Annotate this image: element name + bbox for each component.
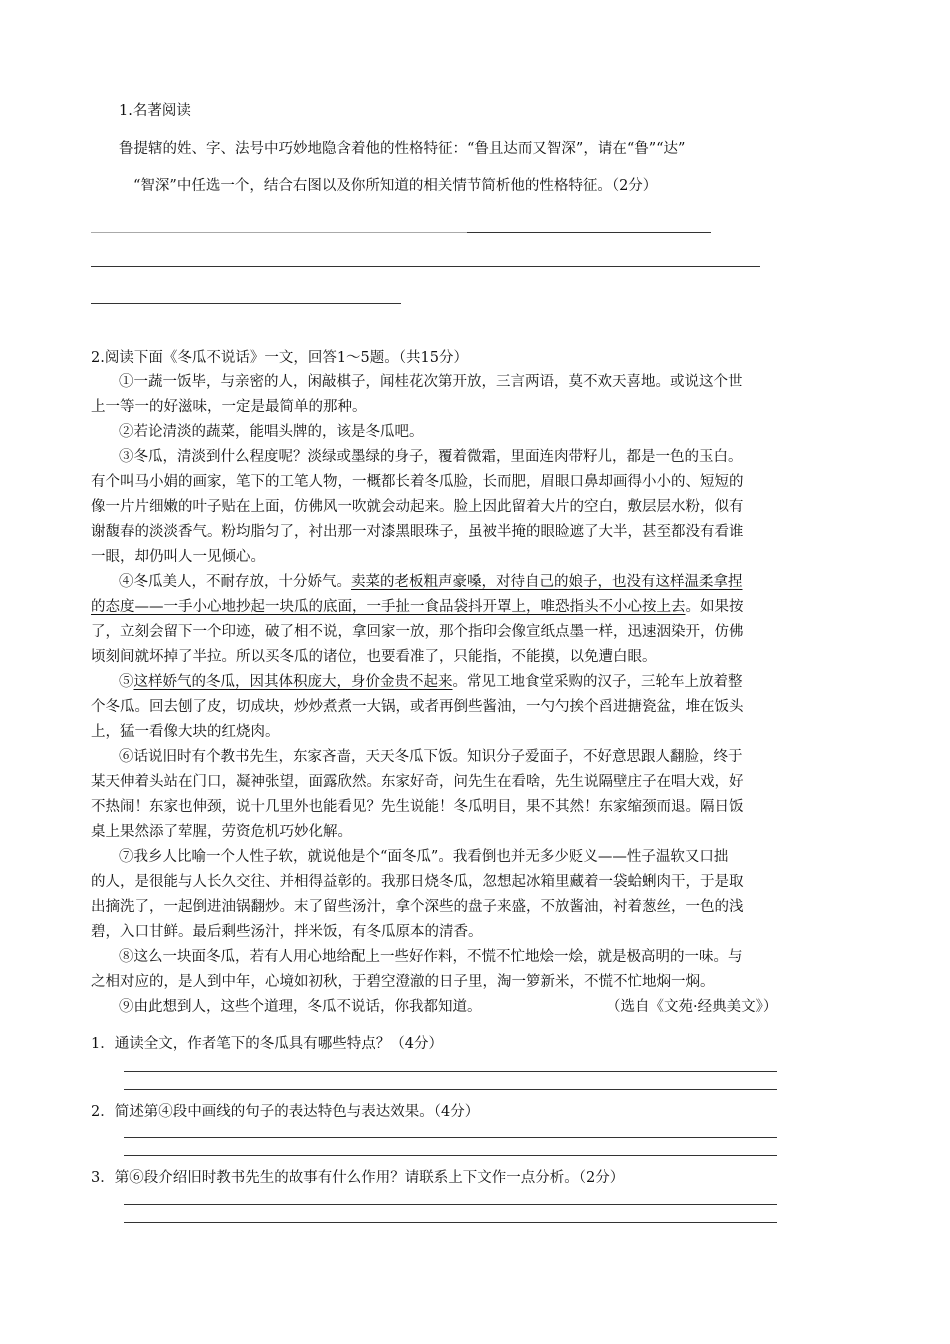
paragraph-9: ⑨由此想到人，这些个道理，冬瓜不说话，你我都知道。: [119, 999, 482, 1015]
answer-line[interactable]: [124, 1071, 777, 1072]
paragraph-3-line: 像一片片细嫩的叶子贴在上面，仿佛风一吹就会动起来。脸上因此留着大片的空白，敷层层水粉，似有: [91, 499, 744, 515]
paragraph-5-text: 。常见工地食堂采购的汉子，三轮车上放着整: [452, 674, 743, 690]
paragraph-8-line: ⑧这么一块面冬瓜，若有人用心地给配上一些好作料，不慌不忙地烩一烩，就是极高明的一味。与: [119, 949, 743, 965]
paragraph-6-line: 某天伸着头站在门口，凝神张望，面露欣然。东家好奇，问先生在看啥，先生说隔壁庄子在唱大戏，好: [91, 774, 744, 790]
paragraph-4-text: ④冬瓜美人，不耐存放，十分娇气。: [119, 574, 351, 590]
sub-question-3: 3．第⑥段介绍旧时教书先生的故事有什么作用？请联系上下文作一点分析。（2分）: [91, 1170, 625, 1186]
answer-line[interactable]: [91, 232, 467, 233]
paragraph-7-line: 出摘洗了，一起倒进油锅翻炒。末了留些汤汁，拿个深些的盘子来盛，不放酱油，衬着葱丝，一色的浅: [91, 899, 744, 915]
answer-line[interactable]: [124, 1222, 777, 1223]
answer-line[interactable]: [91, 266, 760, 267]
paragraph-5-marker: ⑤: [119, 674, 134, 690]
paragraph-3-line: ③冬瓜，清淡到什么程度呢？淡绿或墨绿的身子，覆着微霜，里面连肉带籽儿，都是一色的玉白。: [119, 449, 743, 465]
q2-heading: 2.阅读下面《冬瓜不说话》一文，回答1～5题。（共15分）: [91, 350, 468, 366]
paragraph-4-line: 了，立刻会留下一个印迹，破了相不说，拿回家一放，那个指印会像宣纸点墨一样，迅速洇染开，仿佛: [91, 624, 744, 640]
answer-line[interactable]: [124, 1204, 777, 1205]
underlined-sentence: 的态度——一手小心地抄起一块瓜的底面，一手扯一食品袋抖开罩上，唯恐指头不小心按上去: [91, 599, 686, 615]
q1-text-line-1: 鲁提辖的姓、字、法号中巧妙地隐含着他的性格特征：“鲁且达而又智深”，请在“鲁”“达”: [119, 141, 686, 157]
underlined-sentence: 卖菜的老板粗声豪嗓，对待自己的娘子，也没有这样温柔拿捏: [351, 574, 743, 590]
answer-line[interactable]: [124, 1137, 777, 1138]
paragraph-4-line: [119, 572, 743, 592]
paragraph-1-line: 上一等一的好滋味，一定是最简单的那种。: [91, 399, 367, 415]
paragraph-3-line: 一眼，却仍叫人一见倾心。: [91, 549, 265, 565]
paragraph-3-line: 谢馥春的淡淡香气。粉均脂匀了，衬出那一对漆黑眼珠子，虽被半掩的眼睑遮了大半，甚至都没有看谁: [91, 524, 744, 540]
paragraph-6-line: 桌上果然添了荤腥，劳资危机巧妙化解。: [91, 824, 352, 840]
paragraph-6-line: ⑥话说旧时有个教书先生，东家吝啬，天天冬瓜下饭。知识分子爱面子，不好意思跟人翻脸，终于: [119, 749, 743, 765]
source-note: （选自《文苑·经典美文》）: [606, 999, 778, 1015]
paragraph-5-line: 上，猛一看像大块的红烧肉。: [91, 724, 280, 740]
paragraph-7-line: ⑦我乡人比喻一个人性子软，就说他是个“面冬瓜”。我看倒也并无多少贬义——性子温软又口拙: [119, 849, 729, 865]
paragraph-4-line: 顷刻间就坏掉了半拉。所以买冬瓜的诸位，也要看准了，只能指，不能摸，以免遭白眼。: [91, 649, 657, 665]
sub-question-1: 1．通读全文，作者笔下的冬瓜具有哪些特点？（4分）: [91, 1036, 443, 1052]
q1-text-line-2: “智深”中任选一个，结合右图以及你所知道的相关情节简析他的性格特征。（2分）: [133, 178, 658, 194]
paragraph-5-line: 个冬瓜。回去刨了皮，切成块，炒炒煮煮一大锅，或者再倒些酱油，一勺勺挨个舀进搪瓷盆，堆在饭头: [91, 699, 744, 715]
underlined-sentence: 这样娇气的冬瓜，因其体积庞大，身价金贵不起来: [133, 674, 453, 690]
paragraph-4-line: [91, 597, 744, 617]
q1-heading: 1.名著阅读: [119, 103, 191, 119]
answer-line[interactable]: [124, 1155, 777, 1156]
answer-line[interactable]: [124, 1089, 777, 1090]
answer-line[interactable]: [467, 232, 711, 233]
paragraph-7-line: 碧，入口甘鲜。最后剩些汤汁，拌米饭，有冬瓜原本的清香。: [91, 924, 483, 940]
paragraph-5-line: [119, 672, 743, 692]
paragraph-7-line: 的人，是很能与人长久交往、并相得益彰的。我那日烧冬瓜，忽想起冰箱里藏着一袋蛤蜊肉干，于是取: [91, 874, 744, 890]
sub-question-2: 2．简述第④段中画线的句子的表达特色与表达效果。（4分）: [91, 1104, 480, 1120]
paragraph-4-text: 。如果按: [685, 599, 744, 615]
answer-line[interactable]: [91, 303, 401, 304]
paragraph-1-line: ①一蔬一饭毕，与亲密的人，闲敲棋子，闻桂花次第开放，三言两语，莫不欢天喜地。或说这个世: [119, 374, 743, 390]
paragraph-3-line: 有个叫马小娟的画家，笔下的工笔人物，一概都长着冬瓜脸，长而肥，眉眼口鼻却画得小小的、短短的: [91, 474, 744, 490]
paragraph-2: ②若论清淡的蔬菜，能唱头牌的，该是冬瓜吧。: [119, 424, 424, 440]
paragraph-8-line: 之相对应的，是人到中年，心境如初秋，于碧空澄澈的日子里，淘一箩新米，不慌不忙地焖一焖。: [91, 974, 715, 990]
paragraph-6-line: 不热闹！东家也伸颈，说十几里外也能看见？先生说能！冬瓜明目，果不其然！东家缩颈而退。隔日饭: [91, 799, 744, 815]
